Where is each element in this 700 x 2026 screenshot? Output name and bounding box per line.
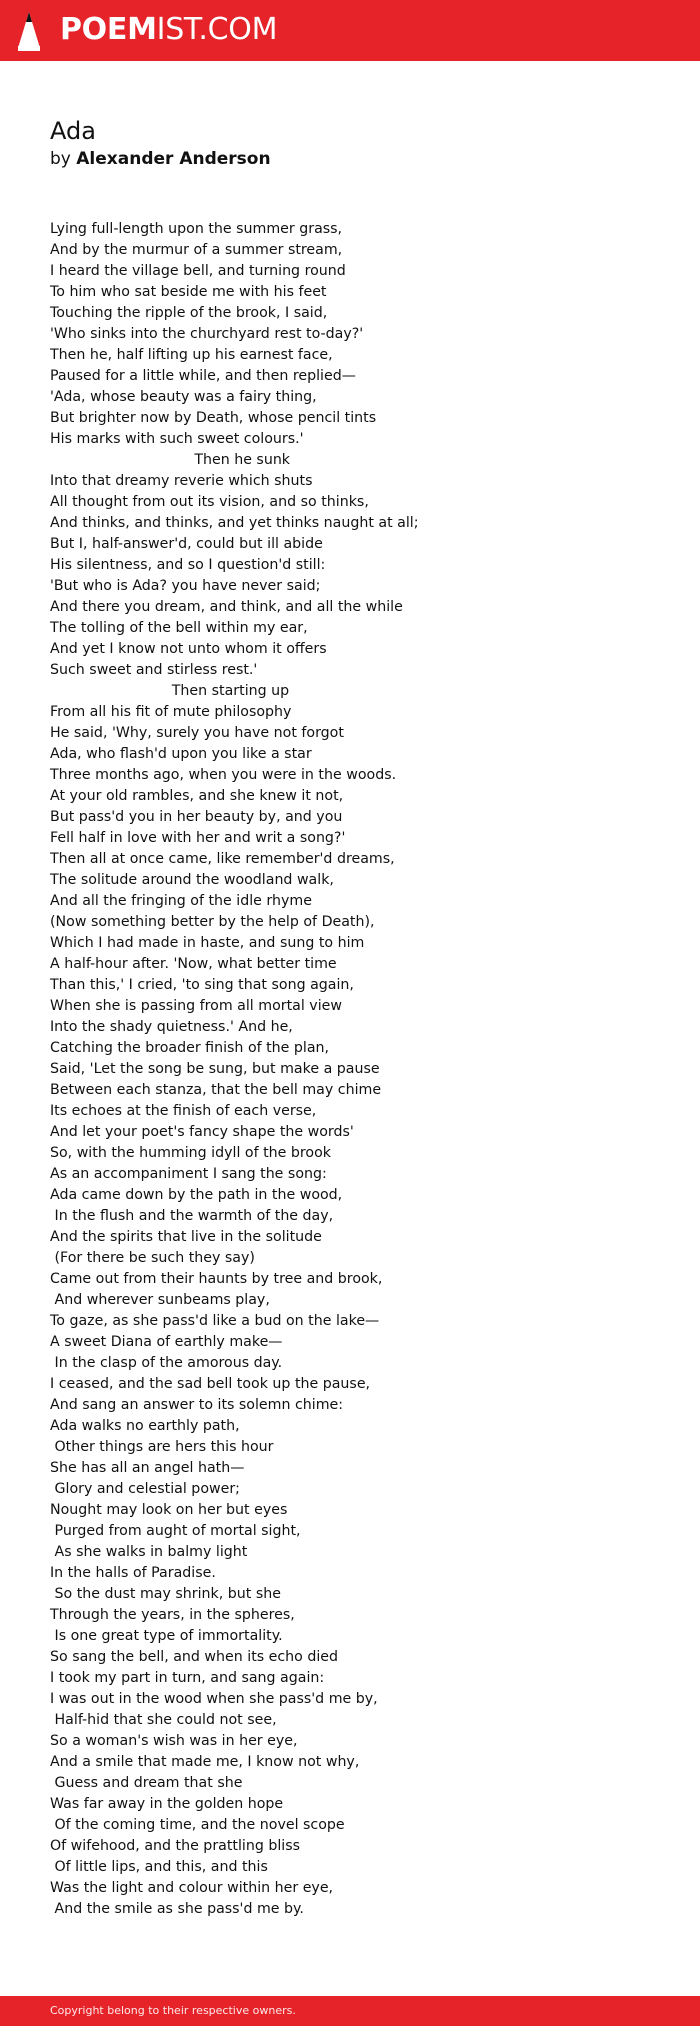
poem-byline — [50, 148, 271, 170]
pencil-tip-icon[interactable] — [16, 10, 42, 52]
poem-line: Into that dreamy reverie which shuts — [50, 473, 313, 489]
poem-author[interactable]: Alexander Anderson — [76, 149, 271, 169]
poem-line: Than this,' I cried, 'to sing that song again, — [50, 977, 354, 993]
poem-line: Fell half in love with her and writ a song?' — [50, 830, 346, 846]
poem-line: Touching the ripple of the brook, I said, — [50, 305, 328, 321]
poem-line: Glory and celestial power; — [50, 1481, 240, 1497]
poem-line: As she walks in balmy light — [50, 1544, 248, 1560]
poem-line: 'Who sinks into the churchyard rest to-day?' — [50, 326, 364, 342]
poem-line: And wherever sunbeams play, — [50, 1292, 270, 1308]
poem-line: So a woman's wish was in her eye, — [50, 1733, 298, 1749]
poem-line: When she is passing from all mortal view — [50, 998, 342, 1014]
poem-line: A sweet Diana of earthly make— — [50, 1334, 283, 1350]
poem-line: Which I had made in haste, and sung to him — [50, 935, 365, 951]
poem-line: Was the light and colour within her eye, — [50, 1880, 334, 1896]
poem-line: Other things are hers this hour — [50, 1439, 274, 1455]
poem-line: (Now something better by the help of Death), — [50, 914, 375, 930]
site-logo[interactable] — [60, 12, 277, 48]
poem-line: So, with the humming idyll of the brook — [50, 1145, 331, 1161]
poem-line: As an accompaniment I sang the song: — [50, 1166, 327, 1182]
poem-line: To gaze, as she pass'd like a bud on the lake— — [50, 1313, 380, 1329]
logo-text-bold: POEM — [60, 12, 157, 47]
poem-line: Guess and dream that she — [50, 1775, 243, 1791]
poem-line: At your old rambles, and she knew it not, — [50, 788, 344, 804]
poem-line: And sang an answer to its solemn chime: — [50, 1397, 344, 1413]
by-label: by — [50, 149, 71, 169]
poem-line: But pass'd you in her beauty by, and you — [50, 809, 343, 825]
poem-line: In the clasp of the amorous day. — [50, 1355, 283, 1371]
poem-line: So sang the bell, and when its echo died — [50, 1649, 339, 1665]
poem-line: Said, 'Let the song be sung, but make a pause — [50, 1061, 380, 1077]
poem-line: Was far away in the golden hope — [50, 1796, 284, 1812]
poem-line: Then he sunk — [50, 452, 291, 468]
poem-body — [50, 219, 670, 1920]
poem-line: All thought from out its vision, and so thinks, — [50, 494, 369, 510]
logo-text-light: IST.COM — [156, 12, 278, 47]
poem-line: Lying full-length upon the summer grass, — [50, 221, 343, 237]
poem-line: Ada walks no earthly path, — [50, 1418, 240, 1434]
poem-line: Nought may look on her but eyes — [50, 1502, 288, 1518]
poem-line: I ceased, and the sad bell took up the pause, — [50, 1376, 371, 1392]
poem-line: Then he, half lifting up his earnest face, — [50, 347, 333, 363]
poem-line: Came out from their haunts by tree and brook, — [50, 1271, 383, 1287]
poem-line: Is one great type of immortality. — [50, 1628, 283, 1644]
poem-line: She has all an angel hath— — [50, 1460, 245, 1476]
poem-line: Half-hid that she could not see, — [50, 1712, 277, 1728]
poem-line: (For there be such they say) — [50, 1250, 255, 1266]
site-footer — [0, 1996, 700, 2026]
poem-line: And a smile that made me, I know not why, — [50, 1754, 360, 1770]
copyright-notice: Copyright belong to their respective owners. — [50, 2004, 296, 2017]
poem-line: Of wifehood, and the prattling bliss — [50, 1838, 301, 1854]
poem-line: Such sweet and stirless rest.' — [50, 662, 258, 678]
poem-line: Catching the broader finish of the plan, — [50, 1040, 330, 1056]
poem-line: But I, half-answer'd, could but ill abide — [50, 536, 323, 552]
poem-line: Paused for a little while, and then replied— — [50, 368, 356, 384]
poem-line: Between each stanza, that the bell may chime — [50, 1082, 382, 1098]
poem-line: 'Ada, whose beauty was a fairy thing, — [50, 389, 317, 405]
poem-line: And thinks, and thinks, and yet thinks naught at all; — [50, 515, 419, 531]
site-header — [0, 0, 700, 61]
poem-line: A half-hour after. 'Now, what better time — [50, 956, 337, 972]
poem-line: I was out in the wood when she pass'd me by, — [50, 1691, 378, 1707]
poem-line: He said, 'Why, surely you have not forgot — [50, 725, 344, 741]
poem-line: To him who sat beside me with his feet — [50, 284, 327, 300]
poem-line: And by the murmur of a summer stream, — [50, 242, 343, 258]
poem-line: The tolling of the bell within my ear, — [50, 620, 308, 636]
poem-line: Through the years, in the spheres, — [50, 1607, 295, 1623]
poem-line: And let your poet's fancy shape the words' — [50, 1124, 354, 1140]
poem-line: Of little lips, and this, and this — [50, 1859, 268, 1875]
poem-line: Ada came down by the path in the wood, — [50, 1187, 343, 1203]
poem-line: The solitude around the woodland walk, — [50, 872, 334, 888]
poem-line: From all his fit of mute philosophy — [50, 704, 292, 720]
poem-line: Three months ago, when you were in the woods. — [50, 767, 397, 783]
poem-line: In the halls of Paradise. — [50, 1565, 216, 1581]
poem-line: I heard the village bell, and turning round — [50, 263, 346, 279]
poem-line: Ada, who flash'd upon you like a star — [50, 746, 312, 762]
poem-line: Into the shady quietness.' And he, — [50, 1019, 293, 1035]
poem-line: Purged from aught of mortal sight, — [50, 1523, 301, 1539]
poem-line: And yet I know not unto whom it offers — [50, 641, 327, 657]
poem-line: Then starting up — [50, 683, 290, 699]
poem-line: I took my part in turn, and sang again: — [50, 1670, 325, 1686]
poem-line: But brighter now by Death, whose pencil tints — [50, 410, 377, 426]
poem-line: 'But who is Ada? you have never said; — [50, 578, 321, 594]
poem-line: His silentness, and so I question'd still: — [50, 557, 326, 573]
poem-line: And the smile as she pass'd me by. — [50, 1901, 304, 1917]
poem-line: In the flush and the warmth of the day, — [50, 1208, 334, 1224]
poem-line: His marks with such sweet colours.' — [50, 431, 304, 447]
poem-line: Of the coming time, and the novel scope — [50, 1817, 345, 1833]
poem-title: Ada — [50, 117, 96, 145]
poem-line: So the dust may shrink, but she — [50, 1586, 281, 1602]
poem-line: Its echoes at the finish of each verse, — [50, 1103, 317, 1119]
poem-line: And the spirits that live in the solitude — [50, 1229, 322, 1245]
poem-line: And all the fringing of the idle rhyme — [50, 893, 312, 909]
poem-line: Then all at once came, like remember'd dreams, — [50, 851, 395, 867]
poem-line: And there you dream, and think, and all the while — [50, 599, 403, 615]
